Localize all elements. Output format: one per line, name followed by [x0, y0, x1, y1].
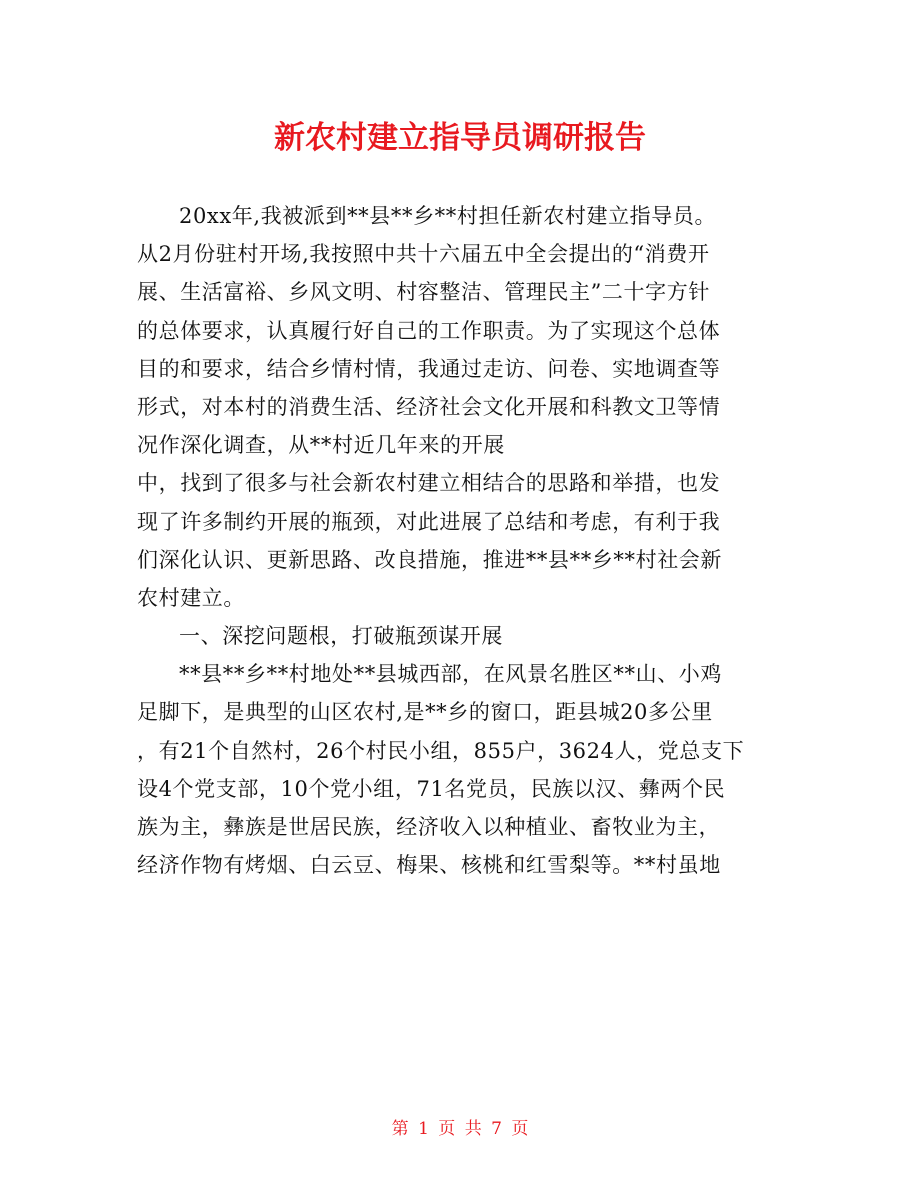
- page-title: 新农村建立指导员调研报告: [274, 120, 646, 156]
- paragraph-line: ，有21个自然村，26个村民小组，855户，3624人，党总支下: [137, 738, 745, 763]
- paragraph-line: 农村建立。: [137, 585, 245, 610]
- paragraph-line: 足脚下，是典型的山区农村,是**乡的窗口，距县城20多公里: [137, 700, 713, 725]
- paragraph-line: 展、生活富裕、乡风文明、村容整洁、管理民主”二十字方针: [137, 280, 710, 305]
- paragraph-line: 们深化认识、更新思路、改良措施，推进**县**乡**村社会新: [137, 547, 722, 572]
- section-heading: 一、深挖问题根，打破瓶颈谋开展: [179, 624, 503, 649]
- paragraph-line: 设4个党支部，10个党小组，71名党员，民族以汉、彝两个民: [137, 776, 726, 801]
- paragraph-line: 族为主，彝族是世居民族，经济收入以种植业、畜牧业为主，: [137, 815, 721, 839]
- paragraph-line: 中，找到了很多与社会新农村建立相结合的思路和举措，也发: [137, 471, 721, 496]
- paragraph-line: 况作深化调查，从**村近几年来的开展: [137, 433, 505, 458]
- paragraph-line: 20xx年,我被派到**县**乡**村担任新农村建立指导员。: [179, 204, 717, 228]
- body-text: [137, 197, 787, 884]
- paragraph-line: 形式，对本村的消费生活、经济社会文化开展和科教文卫等情: [137, 394, 721, 419]
- paragraph-line: **县**乡**村地处**县城西部，在风景名胜区**山、小鸡: [179, 662, 722, 687]
- paragraph-line: 目的和要求，结合乡情村情，我通过走访、问卷、实地调查等: [137, 356, 721, 381]
- paragraph-line: 现了许多制约开展的瓶颈，对此进展了总结和考虑，有利于我: [137, 509, 721, 534]
- page-number-footer: 第 1 页 共 7 页: [391, 1119, 529, 1139]
- paragraph-line: 经济作物有烤烟、白云豆、梅果、核桃和红雪梨等。**村虽地: [137, 853, 721, 878]
- paragraph-line: 的总体要求，认真履行好自己的工作职责。为了实现这个总体: [137, 318, 721, 343]
- paragraph-line: 从2月份驻村开场,我按照中共十六届五中全会提出的“消费开: [137, 242, 710, 267]
